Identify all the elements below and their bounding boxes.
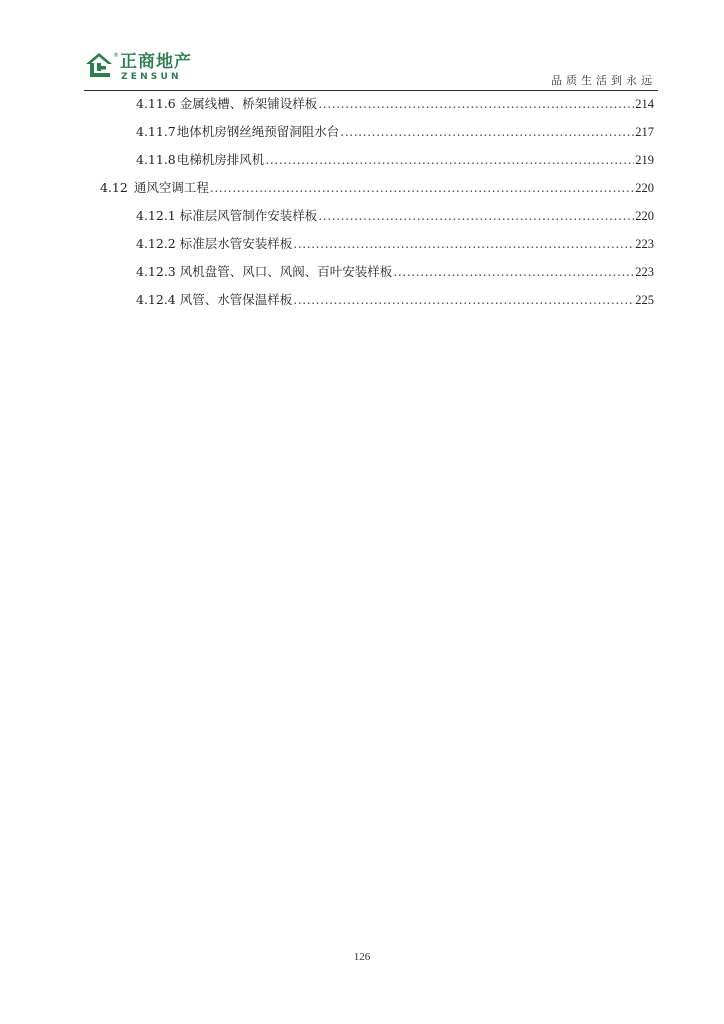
toc-page-number: 220 [635, 181, 654, 195]
toc-entry-label: 4.11.8电梯机房排风机 [136, 152, 265, 167]
toc-entry-label: 4.12.1 标准层风管制作安装样板 [136, 208, 318, 223]
toc-leader-dots [340, 122, 634, 142]
toc-leader-dots [318, 206, 634, 226]
toc-page-number: 223 [635, 265, 654, 279]
page-header [84, 46, 658, 92]
registered-mark: ® [113, 52, 119, 59]
header-divider [84, 90, 658, 91]
toc-entry[interactable] [136, 94, 654, 114]
header-slogan: 品质生活到永远 [551, 74, 656, 87]
toc-page-number: 219 [635, 153, 654, 167]
toc-entry-label: 4.12 通风空调工程 [100, 180, 209, 195]
logo-english-name: ZENSUN [121, 72, 182, 82]
toc-entry[interactable] [136, 206, 654, 226]
toc-entry[interactable] [136, 122, 654, 142]
toc-leader-dots [210, 178, 634, 198]
toc-page-number: 217 [635, 125, 654, 139]
toc-entry-label: 4.11.7地体机房钢丝绳预留洞阻水台 [136, 124, 340, 139]
toc-leader-dots [293, 234, 634, 254]
toc-entry-label: 4.12.4 风管、水管保温样板 [136, 292, 293, 307]
toc-leader-dots [393, 262, 634, 282]
toc-leader-dots [318, 94, 634, 114]
company-logo [84, 50, 224, 86]
toc-page-number: 214 [635, 97, 654, 111]
toc-page-number: 223 [635, 237, 654, 251]
toc-entry[interactable] [136, 234, 654, 254]
toc-entry-label: 4.11.6 金属线槽、桥架铺设样板 [136, 96, 318, 111]
toc-entry[interactable] [136, 290, 654, 310]
toc-entry[interactable] [100, 178, 654, 198]
page-number: 126 [353, 951, 371, 963]
toc-page-number: 225 [635, 293, 654, 307]
toc-page-number: 220 [635, 209, 654, 223]
logo-chinese-name: 正商地产 [120, 52, 192, 72]
toc-leader-dots [293, 290, 634, 310]
toc-leader-dots [265, 150, 634, 170]
toc-entry[interactable] [136, 150, 654, 170]
toc-entry[interactable] [136, 262, 654, 282]
toc-entry-label: 4.12.2 标准层水管安装样板 [136, 236, 293, 251]
toc-entry-label: 4.12.3 风机盘管、风口、风阀、百叶安装样板 [136, 264, 393, 279]
